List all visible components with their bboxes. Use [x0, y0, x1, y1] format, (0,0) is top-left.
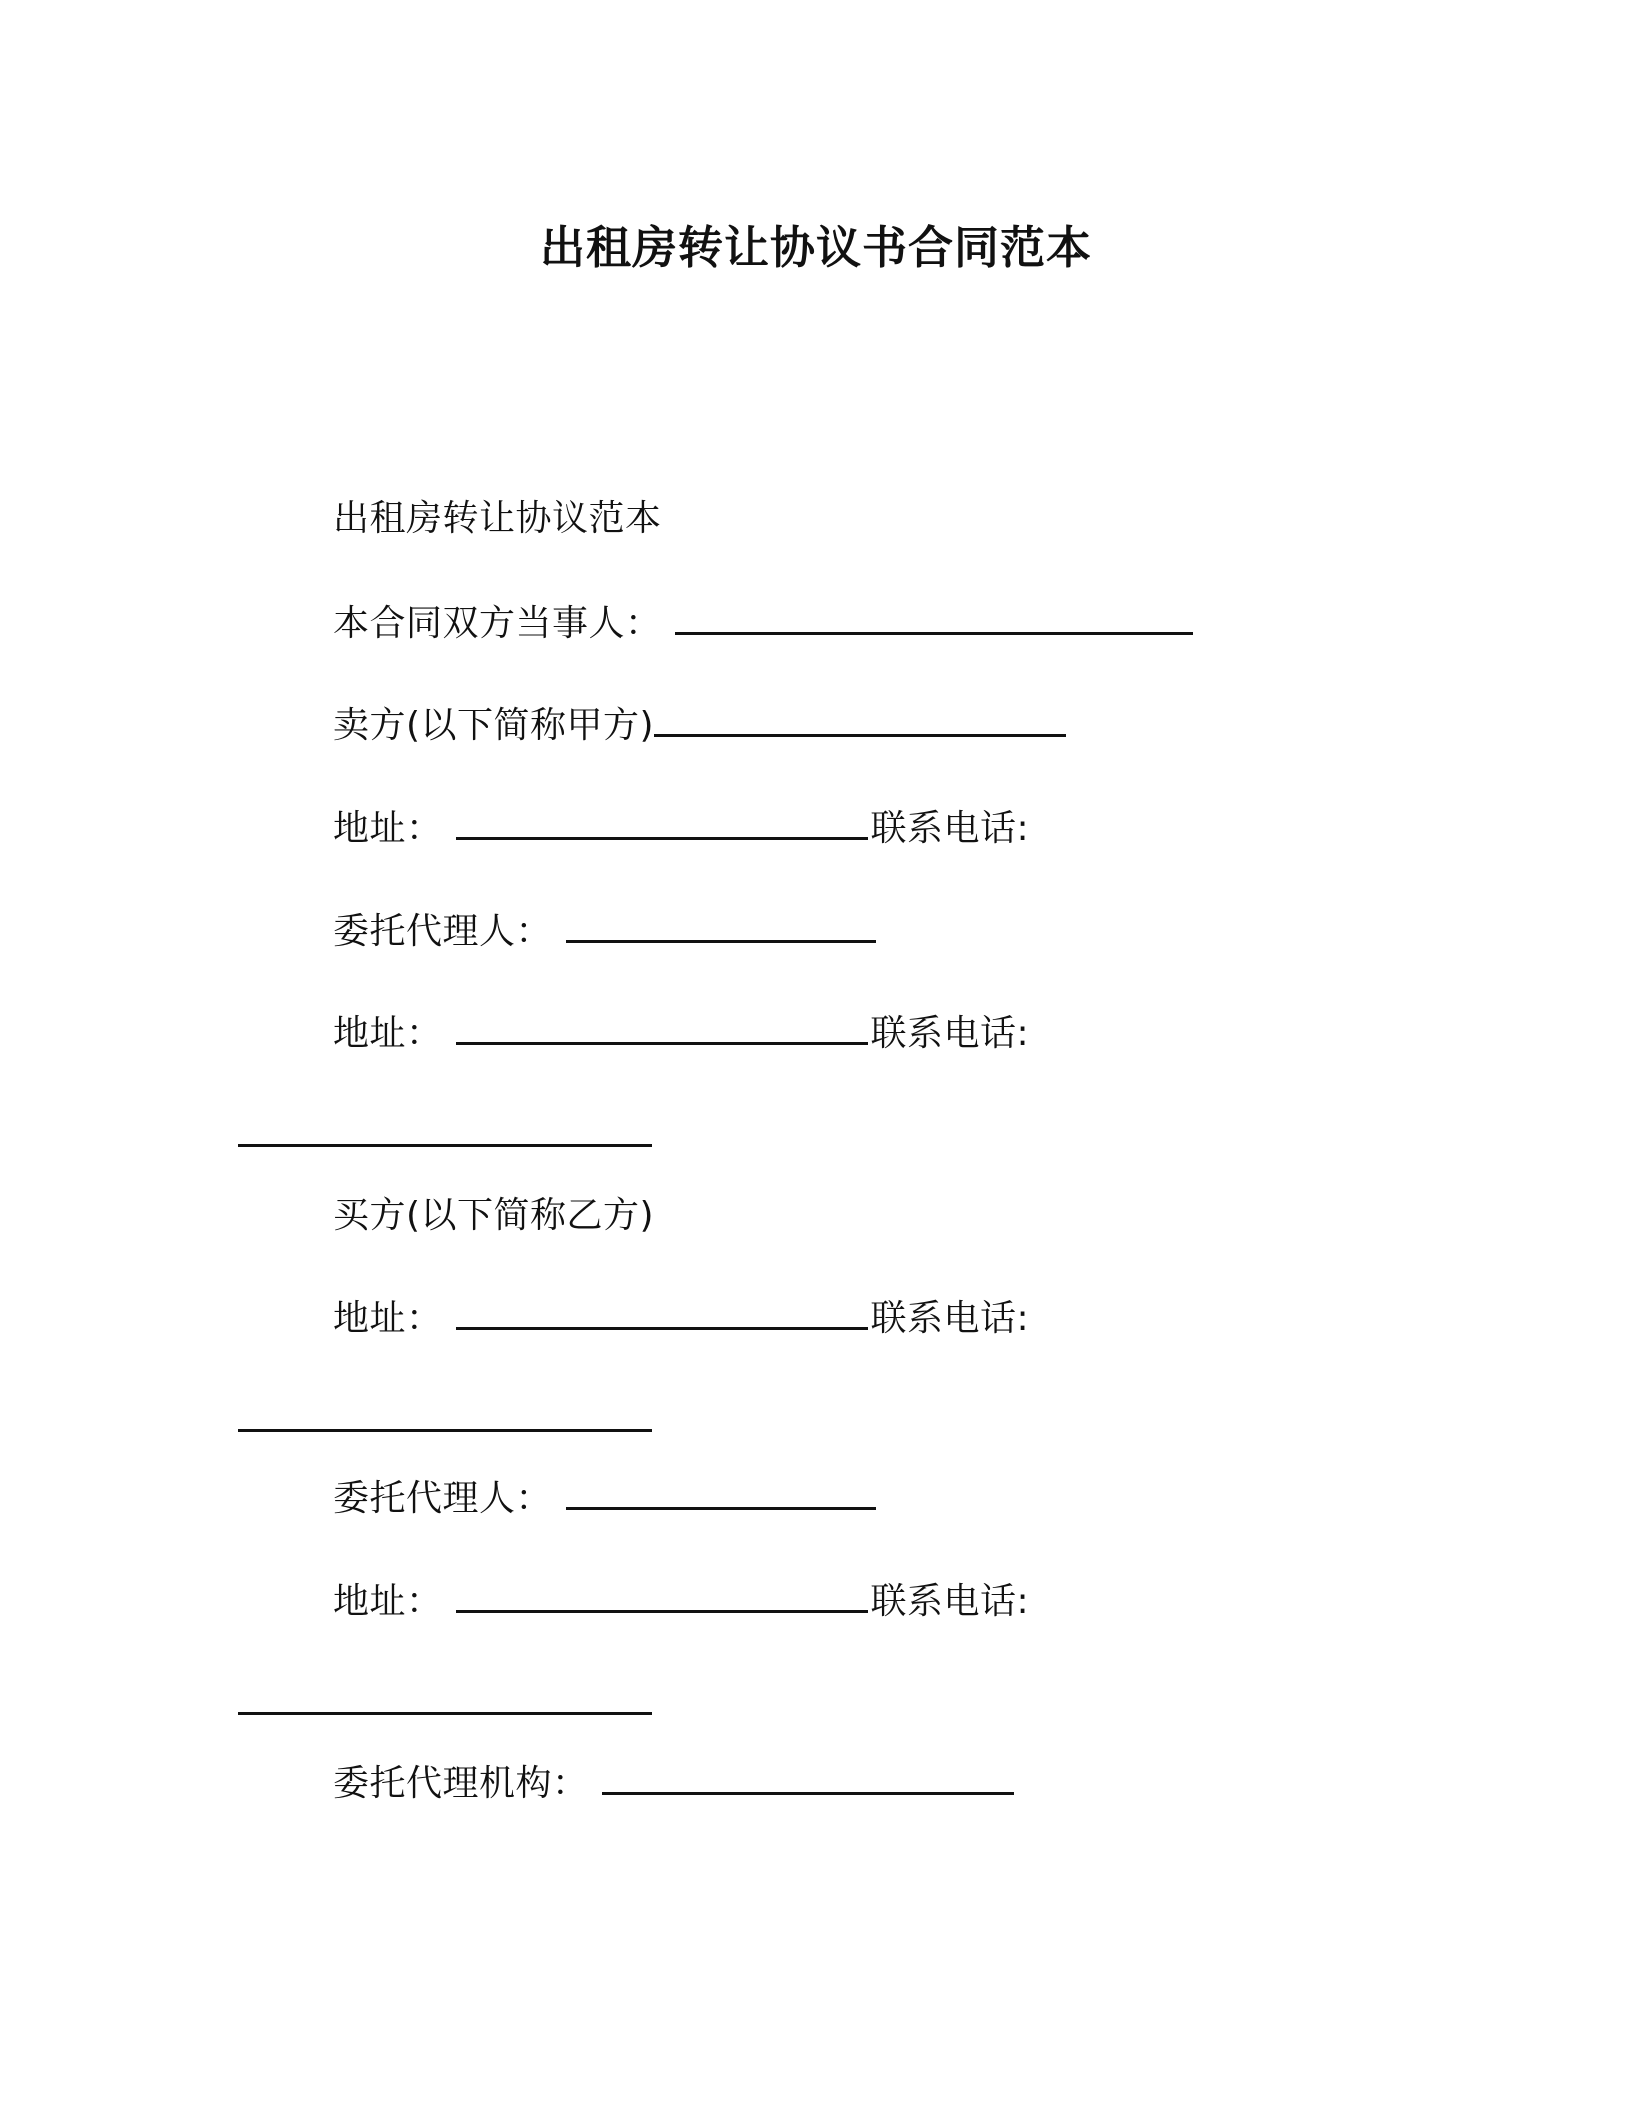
seller-agent-address-row: [333, 1010, 1029, 1058]
buyer-address-blank[interactable]: [456, 1297, 868, 1330]
buyer-agent-address-blank[interactable]: [456, 1580, 868, 1613]
buyer-address-row: [333, 1295, 1029, 1343]
parties-blank[interactable]: [675, 602, 1193, 635]
seller-address-blank[interactable]: [456, 807, 868, 840]
seller-address-row: [333, 805, 1029, 853]
buyer-address-label: 地址：: [333, 1298, 443, 1339]
seller-agent-address-label: 地址：: [333, 1013, 443, 1054]
buyer-agent-phone-label: 联系电话:: [870, 1581, 1030, 1622]
buyer-agent-label: 委托代理人：: [333, 1478, 553, 1519]
parties-label: 本合同双方当事人：: [333, 603, 662, 644]
agency-row: [333, 1760, 1016, 1808]
seller-agent-phone-label: 联系电话:: [870, 1013, 1030, 1054]
buyer-agent-phone-blank[interactable]: [238, 1682, 652, 1715]
buyer-agent-address-label: 地址：: [333, 1581, 443, 1622]
seller-agent-phone-blank[interactable]: [238, 1114, 652, 1147]
document-subtitle: 出租房转让协议范本: [333, 498, 662, 539]
seller-agent-blank[interactable]: [566, 910, 876, 943]
buyer-agent-row: [333, 1475, 878, 1523]
buyer-phone-label: 联系电话:: [870, 1298, 1030, 1339]
buyer-agent-address-row: [333, 1578, 1029, 1626]
seller-row: [333, 702, 1068, 750]
agency-blank[interactable]: [602, 1762, 1014, 1795]
seller-agent-phone-row: [238, 1112, 654, 1160]
seller-agent-label: 委托代理人：: [333, 911, 553, 952]
buyer-agent-phone-row: [238, 1680, 654, 1728]
buyer-phone-row: [238, 1397, 654, 1445]
buyer-row: 买方(以下简称乙方): [333, 1195, 655, 1236]
seller-address-label: 地址：: [333, 808, 443, 849]
parties-row: [333, 600, 1195, 648]
seller-agent-row: [333, 908, 878, 956]
buyer-agent-blank[interactable]: [566, 1477, 876, 1510]
document-title: 出租房转让协议书合同范本: [539, 221, 1092, 274]
seller-blank[interactable]: [654, 704, 1066, 737]
agency-label: 委托代理机构：: [333, 1763, 589, 1804]
seller-phone-label: 联系电话:: [870, 808, 1030, 849]
seller-agent-address-blank[interactable]: [456, 1012, 868, 1045]
buyer-phone-blank[interactable]: [238, 1399, 652, 1432]
seller-label: 卖方(以下简称甲方): [333, 705, 655, 746]
